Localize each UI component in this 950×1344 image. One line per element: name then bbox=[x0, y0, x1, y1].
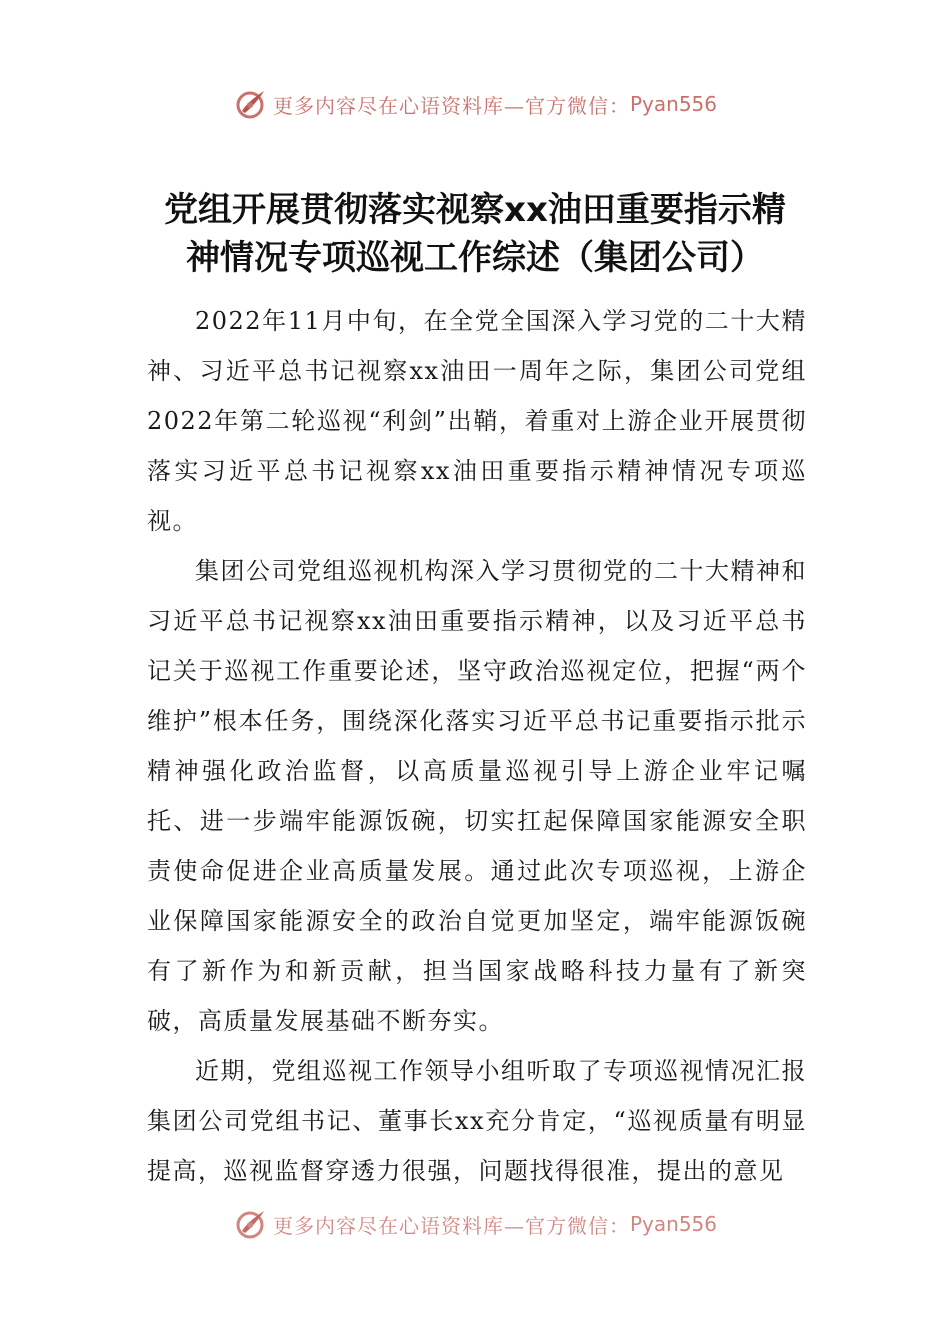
paragraph-3: 近期，党组巡视工作领导小组听取了专项巡视情况汇报集团公司党组书记、董事长xx充分肯定，“巡视质量有明显提高，巡视监督穿透力很强，问题找得很准，提出的意见 bbox=[147, 1057, 807, 1185]
title-line-2: 神情况专项巡视工作综述（集团公司） bbox=[186, 238, 764, 278]
watermark-handle: Pyan556 bbox=[629, 1212, 717, 1236]
document-title bbox=[0, 186, 950, 282]
footer-watermark bbox=[0, 1206, 950, 1242]
quill-pen-circle-icon bbox=[233, 87, 267, 121]
watermark-handle: Pyan556 bbox=[629, 92, 717, 116]
paragraph-2: 集团公司党组巡视机构深入学习贯彻党的二十大精神和习近平总书记视察xx油田重要指示精神，以及习近平总书记关于巡视工作重要论述，坚守政治巡视定位，把握“两个维护”根本任务，围绕深化落实习近平总书记重要指示批示精神强化政治监督，以高质量巡视引导上游企业牢记嘱托、进一步端牢能源饭碗，切实扛起保障国家能源安全职责使命促进企业高质量发展。通过此次专项巡视，上游企业保障国家能源安全的政治自觉更加坚定，端牢能源饭碗有了新作为和新贡献，担当国家战略科技力量有了新突破，高质量发展基础不断夯实。 bbox=[147, 557, 807, 1035]
title-line-1: 党组开展贯彻落实视察xx油田重要指示精 bbox=[164, 190, 786, 230]
header-watermark bbox=[0, 86, 950, 122]
paragraph-1: 2022年11月中旬，在全党全国深入学习党的二十大精神、习近平总书记视察xx油田一周年之际，集团公司党组2022年第二轮巡视“利剑”出鞘，着重对上游企业开展贯彻落实习近平总书记视察xx油田重要指示精神情况专项巡视。 bbox=[147, 307, 807, 535]
watermark-text: 更多内容尽在心语资料库—官方微信： bbox=[272, 93, 630, 118]
quill-pen-circle-icon bbox=[233, 1207, 267, 1241]
document-body bbox=[147, 296, 807, 1196]
watermark-text: 更多内容尽在心语资料库—官方微信： bbox=[272, 1213, 630, 1238]
